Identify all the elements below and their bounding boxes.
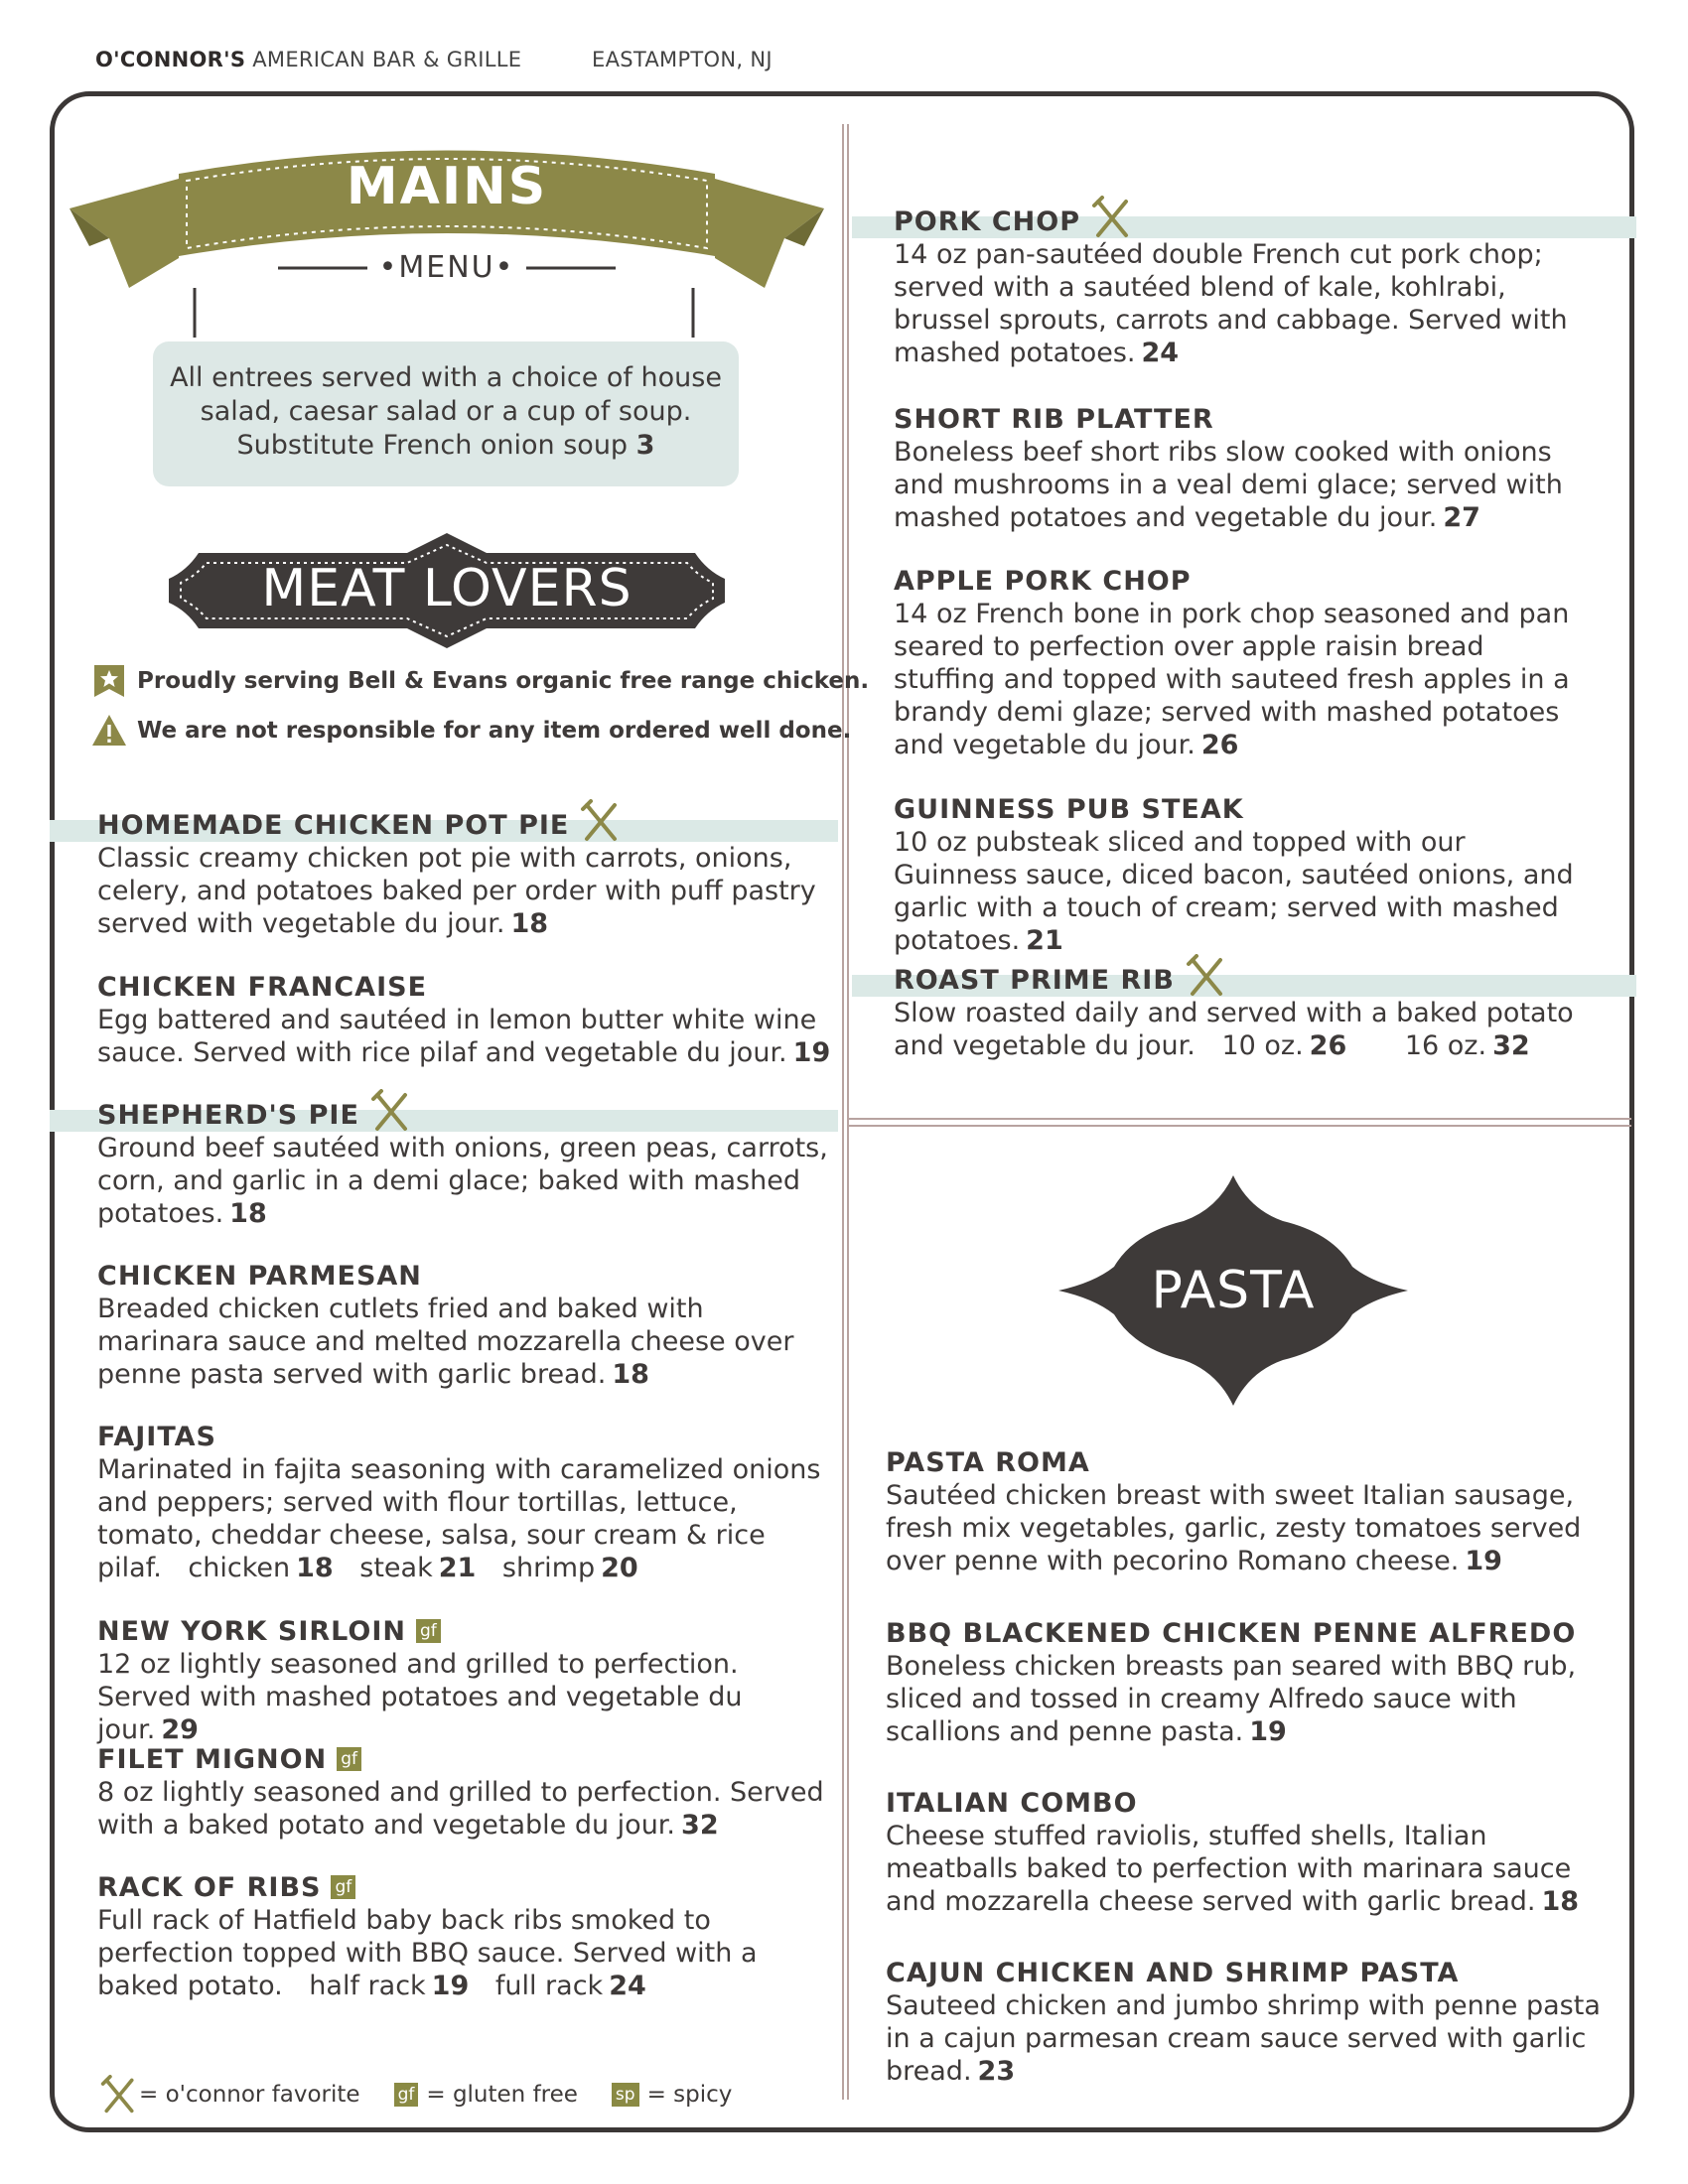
entree-note-text: All entrees served with a choice of house salad, caesar salad or a cup of soup. Substitute French onion soup — [170, 362, 722, 461]
menu-item-shepherds-pie — [97, 1098, 832, 1230]
item-description: 10 oz pubsteak sliced and topped with our Guinness sauce, diced bacon, sautéed onions, and garlic with a touch of cream; served with mashed potatoes. — [894, 827, 1574, 956]
menu-item-short-rib-platter — [894, 402, 1589, 534]
legend — [99, 2075, 766, 2115]
item-description: Boneless chicken breasts pan seared with BBQ rub, sliced and tossed in creamy Alfredo sauce with scallions and penne pasta. — [886, 1651, 1577, 1747]
legend-spicy-text: = spicy — [646, 2082, 733, 2108]
item-description: Sautéed chicken breast with sweet Italian sausage, fresh mix vegetables, garlic, zesty tomatoes served over penne with pecorino Romano cheese. — [886, 1480, 1582, 1576]
menu-item-fajitas — [97, 1420, 832, 1584]
option-price: 20 — [601, 1553, 638, 1583]
item-description: Cheese stuffed raviolis, stuffed shells, Italian meatballs baked to perfection with marinara sauce and mozzarella cheese served with garlic bread. — [886, 1821, 1572, 1917]
gluten-free-badge: gf — [331, 1875, 355, 1899]
menu-subtitle: •MENU• — [378, 250, 515, 285]
item-description: Sauteed chicken and jumbo shrimp with penne pasta in a cajun parmesan cream sauce served with garlic bread. — [886, 1990, 1601, 2087]
item-description: Breaded chicken cutlets fried and baked with marinara sauce and melted mozzarella cheese over penne pasta served with garlic bread. — [97, 1294, 794, 1390]
favorite-utensils-icon — [1090, 196, 1134, 239]
item-description: Marinated in fajita seasoning with caramelized onions and peppers; served with flour tortillas, lettuce, tomato, cheddar cheese, salsa, sour cream & rice pilaf. — [97, 1454, 821, 1583]
favorite-utensils-icon — [579, 799, 623, 843]
item-price: 32 — [681, 1810, 719, 1841]
item-description: Boneless beef short ribs slow cooked with onions and mushrooms in a veal demi glace; served with mashed potatoes and vegetable du jour. — [894, 437, 1563, 533]
menu-item-roast-prime-rib — [894, 963, 1589, 1062]
well-done-notice — [91, 713, 851, 749]
gluten-free-badge: gf — [337, 1747, 361, 1771]
item-name: HOMEMADE CHICKEN POT PIE — [97, 809, 570, 841]
mains-banner — [70, 139, 824, 367]
option-label: shrimp — [501, 1553, 596, 1583]
favorite-utensils-icon — [1185, 954, 1228, 998]
menu-item-cajun-chicken-shrimp-pasta — [886, 1956, 1601, 2088]
item-name: ITALIAN COMBO — [886, 1787, 1138, 1819]
menu-item-rack-of-ribs — [97, 1870, 832, 2002]
item-price: 26 — [1200, 730, 1239, 760]
legend-favorite-text: = o'connor favorite — [139, 2082, 360, 2108]
section-divider — [849, 1118, 1631, 1127]
favorite-utensils-icon — [369, 1089, 413, 1133]
menu-item-italian-combo — [886, 1786, 1601, 1918]
option-price: 21 — [438, 1553, 477, 1583]
menu-item-bbq-chicken-penne-alfredo — [886, 1616, 1601, 1748]
item-description: Slow roasted daily and served with a baked potato and vegetable du jour. — [894, 998, 1574, 1061]
item-name: NEW YORK SIRLOIN — [97, 1615, 406, 1647]
item-price: 18 — [510, 908, 549, 939]
menu-item-chicken-parmesan — [97, 1259, 832, 1391]
item-description: Egg battered and sautéed in lemon butter white wine sauce. Served with rice pilaf and vegetable du jour. — [97, 1005, 817, 1068]
option-label: full rack — [494, 1971, 604, 2001]
item-name: RACK OF RIBS — [97, 1871, 322, 1903]
item-name: FILET MIGNON — [97, 1743, 328, 1775]
item-price: 19 — [792, 1037, 831, 1068]
restaurant-subtitle: AMERICAN BAR & GRILLE — [252, 48, 522, 71]
page-header — [95, 48, 773, 71]
item-name: CAJUN CHICKEN AND SHRIMP PASTA — [886, 1957, 1460, 1988]
item-price: 18 — [612, 1359, 649, 1390]
item-description: 12 oz lightly seasoned and grilled to perfection. Served with mashed potatoes and vegetable du jour. — [97, 1649, 743, 1745]
spicy-badge: sp — [612, 2083, 639, 2107]
star-icon — [91, 663, 127, 699]
item-description: Full rack of Hatfield baby back ribs smoked to perfection topped with BBQ sauce. Served with a baked potato. — [97, 1905, 758, 2001]
item-name: PASTA ROMA — [886, 1446, 1090, 1478]
meat-lovers-title: MEAT LOVERS — [261, 559, 633, 618]
item-description: 8 oz lightly seasoned and grilled to perfection. Served with a baked potato and vegetable du jour. — [97, 1777, 824, 1841]
item-price: 18 — [229, 1198, 267, 1229]
item-price: 27 — [1443, 502, 1480, 533]
item-description: 14 oz French bone in pork chop seasoned and pan seared to perfection over apple raisin bread stuffing and topped with sauteed fresh apples in a brandy demi glaze; served with mashed potatoes and vegetable du jour. — [894, 599, 1570, 760]
meat-lovers-plaque — [159, 531, 735, 650]
item-name: SHORT RIB PLATTER — [894, 403, 1214, 435]
chicken-notice — [91, 663, 869, 699]
item-price: 18 — [1541, 1886, 1580, 1917]
entree-note-price: 3 — [635, 430, 655, 461]
pasta-title: PASTA — [1151, 1261, 1316, 1320]
item-price: 23 — [977, 2056, 1016, 2087]
option-price: 32 — [1492, 1030, 1530, 1061]
menu-item-apple-pork-chop — [894, 564, 1589, 761]
item-name: BBQ BLACKENED CHICKEN PENNE ALFREDO — [886, 1617, 1577, 1649]
option-price: 24 — [609, 1971, 646, 2001]
menu-item-chicken-pot-pie — [97, 808, 832, 940]
restaurant-location: EASTAMPTON, NJ — [592, 48, 773, 71]
option-price: 26 — [1309, 1030, 1347, 1061]
gluten-free-badge: gf — [394, 2083, 419, 2107]
column-divider — [842, 124, 849, 2100]
item-price: 24 — [1141, 338, 1180, 368]
item-name: APPLE PORK CHOP — [894, 565, 1192, 597]
item-name: SHEPHERD'S PIE — [97, 1099, 359, 1131]
item-description: 14 oz pan-sautéed double French cut pork chop; served with a sautéed blend of kale, kohlrabi, brussel sprouts, carrots and cabbage. Served with mashed potatoes. — [894, 239, 1568, 368]
menu-item-pork-chop — [894, 205, 1589, 369]
option-label: 16 oz. — [1404, 1030, 1487, 1061]
gluten-free-badge: gf — [416, 1619, 441, 1643]
item-price: 29 — [161, 1714, 199, 1745]
warning-icon — [91, 713, 127, 749]
mains-title: MAINS — [346, 157, 548, 216]
menu-item-chicken-francaise — [97, 970, 832, 1069]
item-name: PORK CHOP — [894, 205, 1081, 237]
item-name: ROAST PRIME RIB — [894, 964, 1175, 996]
pasta-emblem — [1055, 1171, 1412, 1410]
item-name: CHICKEN PARMESAN — [97, 1260, 422, 1292]
item-description: Classic creamy chicken pot pie with carrots, onions, celery, and potatoes baked per order with puff pastry served with vegetable du jour. — [97, 843, 816, 939]
item-description: Ground beef sautéed with onions, green peas, carrots, corn, and garlic in a demi glace; baked with mashed potatoes. — [97, 1133, 828, 1229]
restaurant-brand: O'CONNOR'S — [95, 48, 246, 71]
item-name: GUINNESS PUB STEAK — [894, 793, 1244, 825]
menu-item-guinness-pub-steak — [894, 792, 1589, 957]
option-label: 10 oz. — [1221, 1030, 1304, 1061]
item-price: 19 — [1249, 1716, 1287, 1747]
entree-note — [153, 341, 739, 486]
menu-item-pasta-roma — [886, 1445, 1601, 1577]
chicken-notice-text: Proudly serving Bell & Evans organic free range chicken. — [137, 668, 870, 694]
item-name: FAJITAS — [97, 1421, 216, 1452]
well-done-notice-text: We are not responsible for any item ordered well done. — [137, 718, 852, 744]
favorite-utensils-icon — [99, 2075, 139, 2115]
item-price: 19 — [1465, 1546, 1502, 1576]
item-price: 21 — [1026, 925, 1063, 956]
option-label: chicken — [188, 1553, 291, 1583]
menu-item-filet-mignon — [97, 1742, 832, 1842]
menu-item-new-york-sirloin — [97, 1614, 832, 1746]
option-price: 19 — [431, 1971, 470, 2001]
item-name: CHICKEN FRANCAISE — [97, 971, 428, 1003]
option-price: 18 — [296, 1553, 334, 1583]
legend-gluten-free-text: = gluten free — [426, 2082, 578, 2108]
option-label: steak — [359, 1553, 433, 1583]
option-label: half rack — [309, 1971, 426, 2001]
